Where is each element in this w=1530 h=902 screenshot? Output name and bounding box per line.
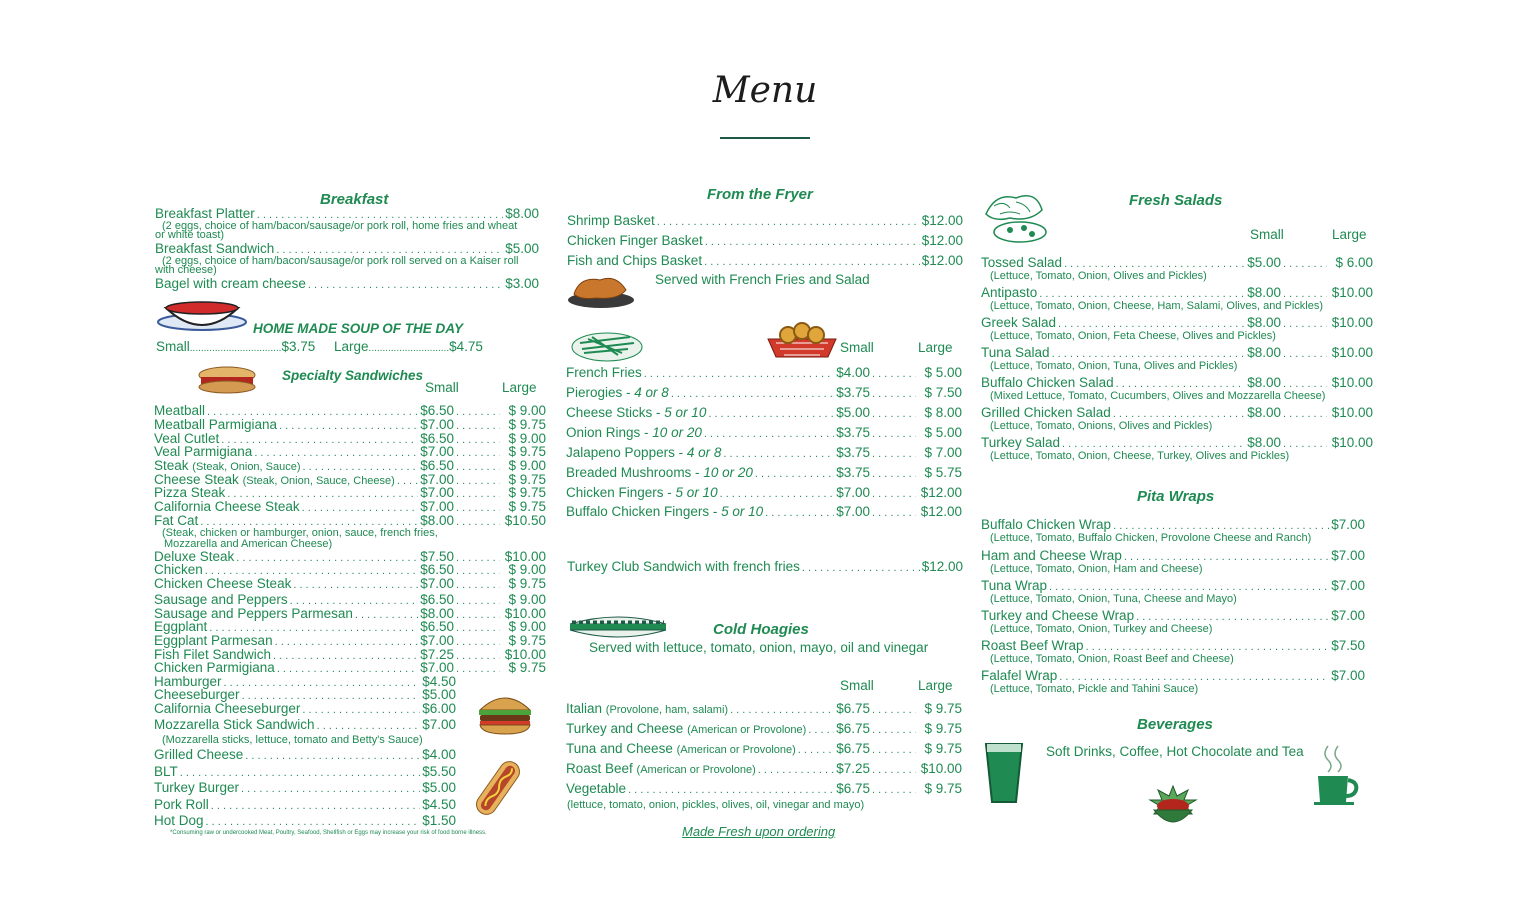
wraps-heading: Pita Wraps: [1137, 488, 1215, 505]
sandwich-item-row: [154, 576, 546, 593]
sandwich-item-small-price: $6.50: [420, 592, 454, 607]
fryer-item-row: [566, 365, 962, 382]
leader-dots: [723, 445, 834, 462]
sandwich-item-price: $6.00: [422, 701, 456, 716]
sandwich-item-small-price: $7.00: [420, 633, 454, 648]
breakfast-item-note: with cheese): [155, 264, 217, 276]
sandwich-item-large-price: $ 9.00: [508, 592, 546, 607]
leader-dots: [872, 781, 916, 798]
hot-dog-icon: [470, 756, 526, 820]
sandwich-item-name: California Cheese Steak: [154, 499, 300, 514]
sandwich-item-name: Sausage and Peppers: [154, 592, 288, 607]
salad-item-large-price: $ 6.00: [1335, 255, 1373, 270]
sandwich-item-small-price: $7.00: [420, 499, 454, 514]
salad-item-small-price: $8.00: [1247, 405, 1281, 420]
wrap-item-name: Buffalo Chicken Wrap: [981, 517, 1112, 532]
leader-dots: [704, 253, 920, 270]
basket-item-name: Shrimp Basket: [567, 213, 655, 228]
salad-item-small-price: $8.00: [1247, 345, 1281, 360]
sandwiches-heading: Specialty Sandwiches: [282, 368, 424, 383]
soup-bowl-icon: [156, 298, 248, 334]
sandwich-item-small-price: $7.50: [420, 549, 454, 564]
sandwich-item-row: [154, 813, 456, 830]
wrap-item-note: (Lettuce, Tomato, Pickle and Tahini Sauce): [990, 683, 1199, 695]
salad-item-note: (Mixed Lettuce, Tomato, Cucumbers, Olives and Mozzarella Cheese): [990, 390, 1326, 402]
breakfast-item-note: (2 eggs, choice of ham/bacon/sausage/or pork roll, home fries and wheat: [162, 220, 518, 232]
sandwich-item-large-price: $10.50: [504, 513, 546, 528]
fryer-item-small-price: $3.75: [836, 465, 870, 480]
sandwich-item-name: Fat Cat: [154, 513, 199, 528]
hoagies-small-header: Small: [840, 678, 874, 693]
wrap-item-price: $7.00: [1331, 668, 1365, 683]
salad-item-note: (Lettuce, Tomato, Onion, Olives and Pickles): [990, 270, 1207, 282]
leader-dots: [1283, 315, 1327, 332]
sandwich-item-name: Meatball Parmigiana: [154, 417, 278, 432]
basket-item-row: [567, 233, 963, 250]
salad-item-large-price: $10.00: [1331, 435, 1373, 450]
leader-dots: [456, 660, 500, 677]
wrap-item-price: $7.00: [1331, 608, 1365, 623]
leader-dots: [206, 813, 421, 830]
leader-dots: [1283, 435, 1327, 452]
sandwich-item-name: Grilled Cheese: [154, 747, 244, 762]
fryer-item-name: Cheese Sticks - 5 or 10: [566, 405, 707, 420]
salad-item-note: (Lettuce, Tomato, Onion, Tuna, Olives and Pickles): [990, 360, 1238, 372]
sandwich-item-large-price: $ 9.00: [508, 458, 546, 473]
sandwich-item-name: Turkey Burger: [154, 780, 240, 795]
sandwich-item-small-price: $6.50: [420, 458, 454, 473]
hoagie-item-row: [566, 721, 962, 738]
salad-bowl-icon: [980, 188, 1052, 246]
sandwich-item-small-price: $6.50: [420, 562, 454, 577]
sandwich-item-row: [154, 764, 456, 781]
salads-heading: Fresh Salads: [1129, 192, 1223, 209]
salad-item-large-price: $10.00: [1331, 345, 1373, 360]
sandwich-item-name: Veal Cutlet: [154, 431, 220, 446]
sandwich-item-name: Steak (Steak, Onion, Sauce): [154, 458, 301, 473]
sandwich-item-small-price: $6.50: [420, 403, 454, 418]
salad-item-note: (Lettuce, Tomato, Onion, Feta Cheese, Olives and Pickles): [990, 330, 1276, 342]
soup-prices: Small.................................$3.75 Large.............................$4.75: [156, 339, 483, 354]
fryer-item-small-price: $3.75: [836, 445, 870, 460]
salad-item-large-price: $10.00: [1331, 285, 1373, 300]
sandwich-item-name: Pizza Steak: [154, 485, 226, 500]
fryer-item-large-price: $12.00: [920, 504, 962, 519]
quantity-option: 5 or 10: [721, 504, 764, 519]
fryer-item-small-price: $3.75: [836, 385, 870, 400]
item-detail: (Steak, Onion, Sauce): [192, 461, 301, 473]
leader-dots: [755, 465, 834, 482]
wrap-item-note: (Lettuce, Tomato, Onion, Turkey and Cheese): [990, 623, 1213, 635]
sandwiches-small-header: Small: [425, 380, 459, 395]
leader-dots: [720, 485, 835, 502]
sandwich-item-price: $4.50: [422, 797, 456, 812]
salad-item-name: Buffalo Chicken Salad: [981, 375, 1114, 390]
hoagie-item-large-price: $ 9.75: [924, 701, 962, 716]
hoagie-item-row: [566, 701, 962, 718]
sandwich-item-small-price: $6.50: [420, 619, 454, 634]
sandwich-item-price: $4.50: [422, 674, 456, 689]
sandwich-item-large-price: $ 9.75: [508, 576, 546, 591]
sandwich-item-small-price: $7.00: [420, 417, 454, 432]
salad-item-name: Tuna Salad: [981, 345, 1050, 360]
fryer-item-row: [566, 465, 962, 482]
salad-item-small-price: $8.00: [1247, 435, 1281, 450]
leader-dots: [628, 781, 834, 798]
sandwich-item-name: Cheese Steak (Steak, Onion, Sauce, Cheese): [154, 472, 395, 487]
fried-chicken-icon: [566, 272, 636, 310]
sandwich-item-row: [154, 797, 456, 814]
leader-dots: [872, 405, 916, 422]
leader-dots: [302, 701, 420, 718]
wrap-item-name: Roast Beef Wrap: [981, 638, 1084, 653]
food-safety-disclaimer: *Consuming raw or undercooked Meat, Poultry, Seafood, Shellfish or Eggs may increase your risk of food borne illness.: [170, 830, 487, 836]
breakfast-item-row: [155, 276, 539, 293]
beverages-heading: Beverages: [1137, 716, 1213, 733]
quantity-option: 4 or 8: [634, 385, 669, 400]
leader-dots: [765, 504, 834, 521]
salad-item-large-price: $10.00: [1331, 405, 1373, 420]
leader-dots: [872, 721, 916, 738]
leader-dots: [758, 761, 834, 778]
fryer-item-name: Buffalo Chicken Fingers - 5 or 10: [566, 504, 764, 519]
fat-cat-note: (Steak, chicken or hamburger, onion, sauce, french fries,: [162, 527, 438, 539]
french-fries-icon: [570, 323, 644, 363]
sandwich-item-name: Veal Parmigiana: [154, 444, 253, 459]
fryer-item-small-price: $7.00: [836, 485, 870, 500]
sandwich-item-row: [154, 747, 456, 764]
sandwich-item-large-price: $10.00: [504, 647, 546, 662]
leader-dots: [657, 213, 920, 230]
leader-dots: [872, 485, 916, 502]
leader-dots: [211, 797, 420, 814]
salad-item-small-price: $8.00: [1247, 285, 1281, 300]
fryer-item-row: [566, 385, 962, 402]
salad-item-name: Grilled Chicken Salad: [981, 405, 1111, 420]
fryer-item-name: Chicken Fingers - 5 or 10: [566, 485, 718, 500]
fryer-large-header: Large: [918, 340, 953, 355]
hoagie-item-large-price: $ 9.75: [924, 741, 962, 756]
sandwich-item-price: $5.50: [422, 764, 456, 779]
sandwich-item-name: Cheeseburger: [154, 687, 240, 702]
salad-item-small-price: $8.00: [1247, 375, 1281, 390]
sandwich-item-large-price: $ 9.75: [508, 499, 546, 514]
leader-dots: [704, 425, 834, 442]
hoagie-item-name: Turkey and Cheese (American or Provolone): [566, 721, 807, 736]
fryer-item-name: Jalapeno Poppers - 4 or 8: [566, 445, 722, 460]
breakfast-heading: Breakfast: [320, 191, 389, 208]
hoagie-item-name: Tuna and Cheese (American or Provolone): [566, 741, 796, 756]
page-title: Menu: [712, 70, 818, 111]
wrap-item-note: (Lettuce, Tomato, Onion, Roast Beef and Cheese): [990, 653, 1234, 665]
mozzarella-stick-note: (Mozzarella sticks, lettuce, tomato and Betty's Sauce): [162, 734, 423, 746]
sandwich-item-name: Hamburger: [154, 674, 222, 689]
hoagie-item-small-price: $6.75: [836, 721, 870, 736]
leader-dots: [317, 717, 421, 734]
sandwich-item-large-price: $10.00: [504, 606, 546, 621]
quantity-option: 10 or 20: [703, 465, 753, 480]
leader-dots: [245, 747, 420, 764]
wrap-item-name: Falafel Wrap: [981, 668, 1058, 683]
breakfast-item-price: $8.00: [505, 206, 539, 221]
soup-heading: HOME MADE SOUP OF THE DAY: [253, 321, 464, 336]
leader-dots: [872, 701, 916, 718]
coffee-mug-icon: [1312, 744, 1360, 808]
sandwich-item-large-price: $ 9.00: [508, 562, 546, 577]
leader-dots: [808, 721, 834, 738]
fryer-item-row: [566, 425, 962, 442]
sandwich-item-large-price: $ 9.75: [508, 633, 546, 648]
hoagie-item-large-price: $ 9.75: [924, 721, 962, 736]
sandwich-item-large-price: $ 9.00: [508, 619, 546, 634]
hoagie-item-large-price: $ 9.75: [924, 781, 962, 796]
sandwich-item-name: Hot Dog: [154, 813, 204, 828]
sandwich-item-name: Deluxe Steak: [154, 549, 235, 564]
sandwich-item-name: BLT: [154, 764, 178, 779]
hoagie-item-name: Roast Beef (American or Provolone): [566, 761, 756, 776]
sandwich-item-price: $7.00: [422, 717, 456, 732]
wrap-item-note: (Lettuce, Tomato, Buffalo Chicken, Provolone Cheese and Ranch): [990, 532, 1312, 544]
sandwich-item-name: Chicken: [154, 562, 203, 577]
wrap-item-price: $7.00: [1331, 578, 1365, 593]
hoagie-item-name: Vegetable: [566, 781, 627, 796]
salad-item-large-price: $10.00: [1331, 375, 1373, 390]
breakfast-item-note: or white toast): [155, 229, 225, 241]
basket-item-price: $12.00: [921, 253, 963, 268]
leader-dots: [872, 741, 916, 758]
breakfast-item-note: (2 eggs, choice of ham/bacon/sausage/or pork roll served on a Kaiser roll: [162, 255, 519, 267]
sandwich-item-name: Sausage and Peppers Parmesan: [154, 606, 353, 621]
sandwich-item-large-price: $ 9.75: [508, 472, 546, 487]
leader-dots: [872, 761, 916, 778]
sandwich-item-price: $5.00: [422, 687, 456, 702]
fryer-item-small-price: $5.00: [836, 405, 870, 420]
sandwich-item-small-price: $6.50: [420, 431, 454, 446]
hoagie-item-row: [566, 741, 962, 758]
leader-dots: [456, 576, 500, 593]
fryer-item-name: French Fries: [566, 365, 642, 380]
sandwich-item-large-price: $10.00: [504, 549, 546, 564]
sandwich-item-small-price: $7.00: [420, 660, 454, 675]
fryer-item-large-price: $ 5.00: [924, 425, 962, 440]
fryer-item-large-price: $ 5.00: [924, 365, 962, 380]
onion-rings-basket-icon: [766, 321, 838, 359]
leader-dots: [872, 445, 916, 462]
hoagies-heading: Cold Hoagies: [713, 621, 809, 638]
leader-dots: [456, 513, 500, 530]
breakfast-item-price: $5.00: [505, 241, 539, 256]
salad-item-name: Tossed Salad: [981, 255, 1063, 270]
sandwich-item-small-price: $7.25: [420, 647, 454, 662]
fryer-item-large-price: $ 7.50: [924, 385, 962, 400]
basket-item-name: Chicken Finger Basket: [567, 233, 703, 248]
fat-cat-note: Mozzarella and American Cheese): [164, 538, 333, 550]
sandwich-item-name: Eggplant: [154, 619, 208, 634]
sandwich-item-large-price: $ 9.75: [508, 417, 546, 432]
fryer-item-name: Breaded Mushrooms - 10 or 20: [566, 465, 753, 480]
sandwich-item-price: $1.50: [422, 813, 456, 828]
hoagie-item-small-price: $6.75: [836, 741, 870, 756]
sandwich-item-price: $5.00: [422, 780, 456, 795]
sandwich-item-name: Meatball: [154, 403, 206, 418]
fryer-item-small-price: $4.00: [836, 365, 870, 380]
hoagies-served-with: Served with lettuce, tomato, onion, mayo, oil and vinegar: [589, 640, 929, 655]
fryer-item-name: Pierogies - 4 or 8: [566, 385, 669, 400]
fryer-item-name: Onion Rings - 10 or 20: [566, 425, 702, 440]
hoagie-item-row: [566, 761, 962, 778]
sandwich-item-name: Fish Filet Sandwich: [154, 647, 272, 662]
leader-dots: [1283, 255, 1327, 272]
salad-item-name: Antipasto: [981, 285, 1038, 300]
fryer-item-large-price: $ 5.75: [924, 465, 962, 480]
hoagies-large-header: Large: [918, 678, 953, 693]
salad-item-note: (Lettuce, Tomato, Onions, Olives and Pickles): [990, 420, 1213, 432]
fryer-heading: From the Fryer: [707, 186, 813, 203]
leader-dots: [872, 465, 916, 482]
breakfast-item-name: Bagel with cream cheese: [155, 276, 306, 291]
fryer-item-small-price: $7.00: [836, 504, 870, 519]
leader-dots: [872, 385, 916, 402]
sandwich-item-price: $4.00: [422, 747, 456, 762]
hoagie-item-name: Italian (Provolone, ham, salami): [566, 701, 729, 716]
fryer-item-large-price: $ 8.00: [924, 405, 962, 420]
basket-item-row: [567, 213, 963, 230]
hoagie-item-small-price: $6.75: [836, 781, 870, 796]
salad-item-note: (Lettuce, Tomato, Onion, Cheese, Turkey, Olives and Pickles): [990, 450, 1290, 462]
leader-dots: [1283, 405, 1327, 422]
wrap-item-name: Tuna Wrap: [981, 578, 1048, 593]
chili-bowl-icon: [1146, 784, 1200, 832]
basket-item-name: Fish and Chips Basket: [567, 253, 703, 268]
leader-dots: [730, 701, 834, 718]
leader-dots: [644, 365, 834, 382]
hoagie-item-large-price: $10.00: [920, 761, 962, 776]
sandwich-item-large-price: $ 9.00: [508, 403, 546, 418]
sandwich-item-small-price: $8.00: [420, 513, 454, 528]
leader-dots: [872, 365, 916, 382]
sandwich-item-large-price: $ 9.00: [508, 431, 546, 446]
basket-item-price: $12.00: [921, 213, 963, 228]
salad-item-name: Greek Salad: [981, 315, 1057, 330]
wrap-item-note: (Lettuce, Tomato, Onion, Tuna, Cheese and Mayo): [990, 593, 1237, 605]
wrap-item-price: $7.50: [1331, 638, 1365, 653]
sandwich-icon: [197, 366, 257, 394]
item-detail: (Steak, Onion, Sauce, Cheese): [242, 475, 395, 487]
salad-item-large-price: $10.00: [1331, 315, 1373, 330]
fryer-item-large-price: $ 7.00: [924, 445, 962, 460]
quantity-option: 10 or 20: [652, 425, 702, 440]
sandwich-item-small-price: $7.00: [420, 472, 454, 487]
sandwich-item-name: Chicken Cheese Steak: [154, 576, 292, 591]
leader-dots: [708, 405, 834, 422]
turkey-club-row: Turkey Club Sandwich with french fries . . . $12.00: [567, 559, 963, 576]
fryer-item-row: [566, 405, 962, 422]
breakfast-item-name: Breakfast Platter: [155, 206, 255, 221]
fryer-item-row: [566, 485, 962, 502]
salads-large-header: Large: [1332, 227, 1367, 242]
hoagie-icon: [566, 610, 670, 642]
beverages-list: Soft Drinks, Coffee, Hot Chocolate and Tea: [1046, 744, 1304, 759]
sandwich-item-name: Mozzarella Stick Sandwich: [154, 717, 315, 732]
item-detail: (American or Provolone): [636, 764, 756, 776]
leader-dots: [798, 741, 834, 758]
quantity-option: 4 or 8: [686, 445, 722, 460]
leader-dots: [1283, 345, 1327, 362]
hoagie-item-row: [566, 781, 962, 798]
sandwiches-large-header: Large: [502, 380, 537, 395]
quantity-option: 5 or 10: [675, 485, 718, 500]
sandwich-item-name: Chicken Parmigiana: [154, 660, 275, 675]
sandwich-item-row: [154, 780, 456, 797]
vegetable-hoagie-note: (lettuce, tomato, onion, pickles, olives, oil, vinegar and mayo): [567, 799, 865, 811]
salad-item-small-price: $5.00: [1247, 255, 1281, 270]
leader-dots: [308, 276, 503, 293]
leader-dots: [705, 233, 920, 250]
sandwich-item-large-price: $ 9.75: [508, 660, 546, 675]
leader-dots: [293, 576, 418, 593]
item-detail: (Provolone, ham, salami): [605, 704, 729, 716]
leader-dots: [872, 425, 916, 442]
wrap-item-price: $7.00: [1331, 548, 1365, 563]
fryer-item-row: [566, 445, 962, 462]
wrap-item-price: $7.00: [1331, 517, 1365, 532]
salad-item-small-price: $8.00: [1247, 315, 1281, 330]
basket-item-row: [567, 253, 963, 270]
sandwich-item-small-price: $8.00: [420, 606, 454, 621]
sandwich-item-small-price: $7.00: [420, 485, 454, 500]
item-detail: (American or Provolone): [687, 724, 807, 736]
leader-dots: [872, 504, 916, 521]
soft-drink-glass-icon: [984, 740, 1024, 806]
leader-dots: [180, 764, 420, 781]
sandwich-item-small-price: $7.00: [420, 576, 454, 591]
sandwich-item-large-price: $ 9.75: [508, 485, 546, 500]
fryer-item-large-price: $12.00: [920, 485, 962, 500]
wrap-item-note: (Lettuce, Tomato, Onion, Ham and Cheese): [990, 563, 1203, 575]
sandwich-item-name: Eggplant Parmesan: [154, 633, 273, 648]
fryer-item-small-price: $3.75: [836, 425, 870, 440]
fryer-small-header: Small: [840, 340, 874, 355]
salad-item-name: Turkey Salad: [981, 435, 1061, 450]
item-detail: (American or Provolone): [676, 744, 796, 756]
salad-item-note: (Lettuce, Tomato, Onion, Cheese, Ham, Salami, Olives, and Pickles): [990, 300, 1323, 312]
sandwich-item-small-price: $7.00: [420, 444, 454, 459]
breakfast-item-name: Breakfast Sandwich: [155, 241, 275, 256]
made-fresh-note: Made Fresh upon ordering: [682, 824, 836, 839]
leader-dots: [671, 385, 834, 402]
basket-item-price: $12.00: [921, 233, 963, 248]
fryer-item-row: [566, 504, 962, 521]
title-divider: [720, 137, 810, 139]
fryer-served-with: Served with French Fries and Salad: [655, 272, 870, 287]
hoagie-item-small-price: $6.75: [836, 701, 870, 716]
wrap-item-name: Turkey and Cheese Wrap: [981, 608, 1135, 623]
hoagie-item-small-price: $7.25: [836, 761, 870, 776]
wrap-item-name: Ham and Cheese Wrap: [981, 548, 1122, 563]
quantity-option: 5 or 10: [664, 405, 707, 420]
sandwich-item-large-price: $ 9.75: [508, 444, 546, 459]
sandwich-item-row: [154, 717, 456, 734]
sandwich-item-row: [154, 701, 456, 718]
sandwich-item-name: California Cheeseburger: [154, 701, 301, 716]
burger-icon: [476, 690, 534, 736]
salads-small-header: Small: [1250, 227, 1284, 242]
sandwich-item-name: Pork Roll: [154, 797, 209, 812]
breakfast-item-price: $3.00: [505, 276, 539, 291]
leader-dots: [241, 780, 420, 797]
